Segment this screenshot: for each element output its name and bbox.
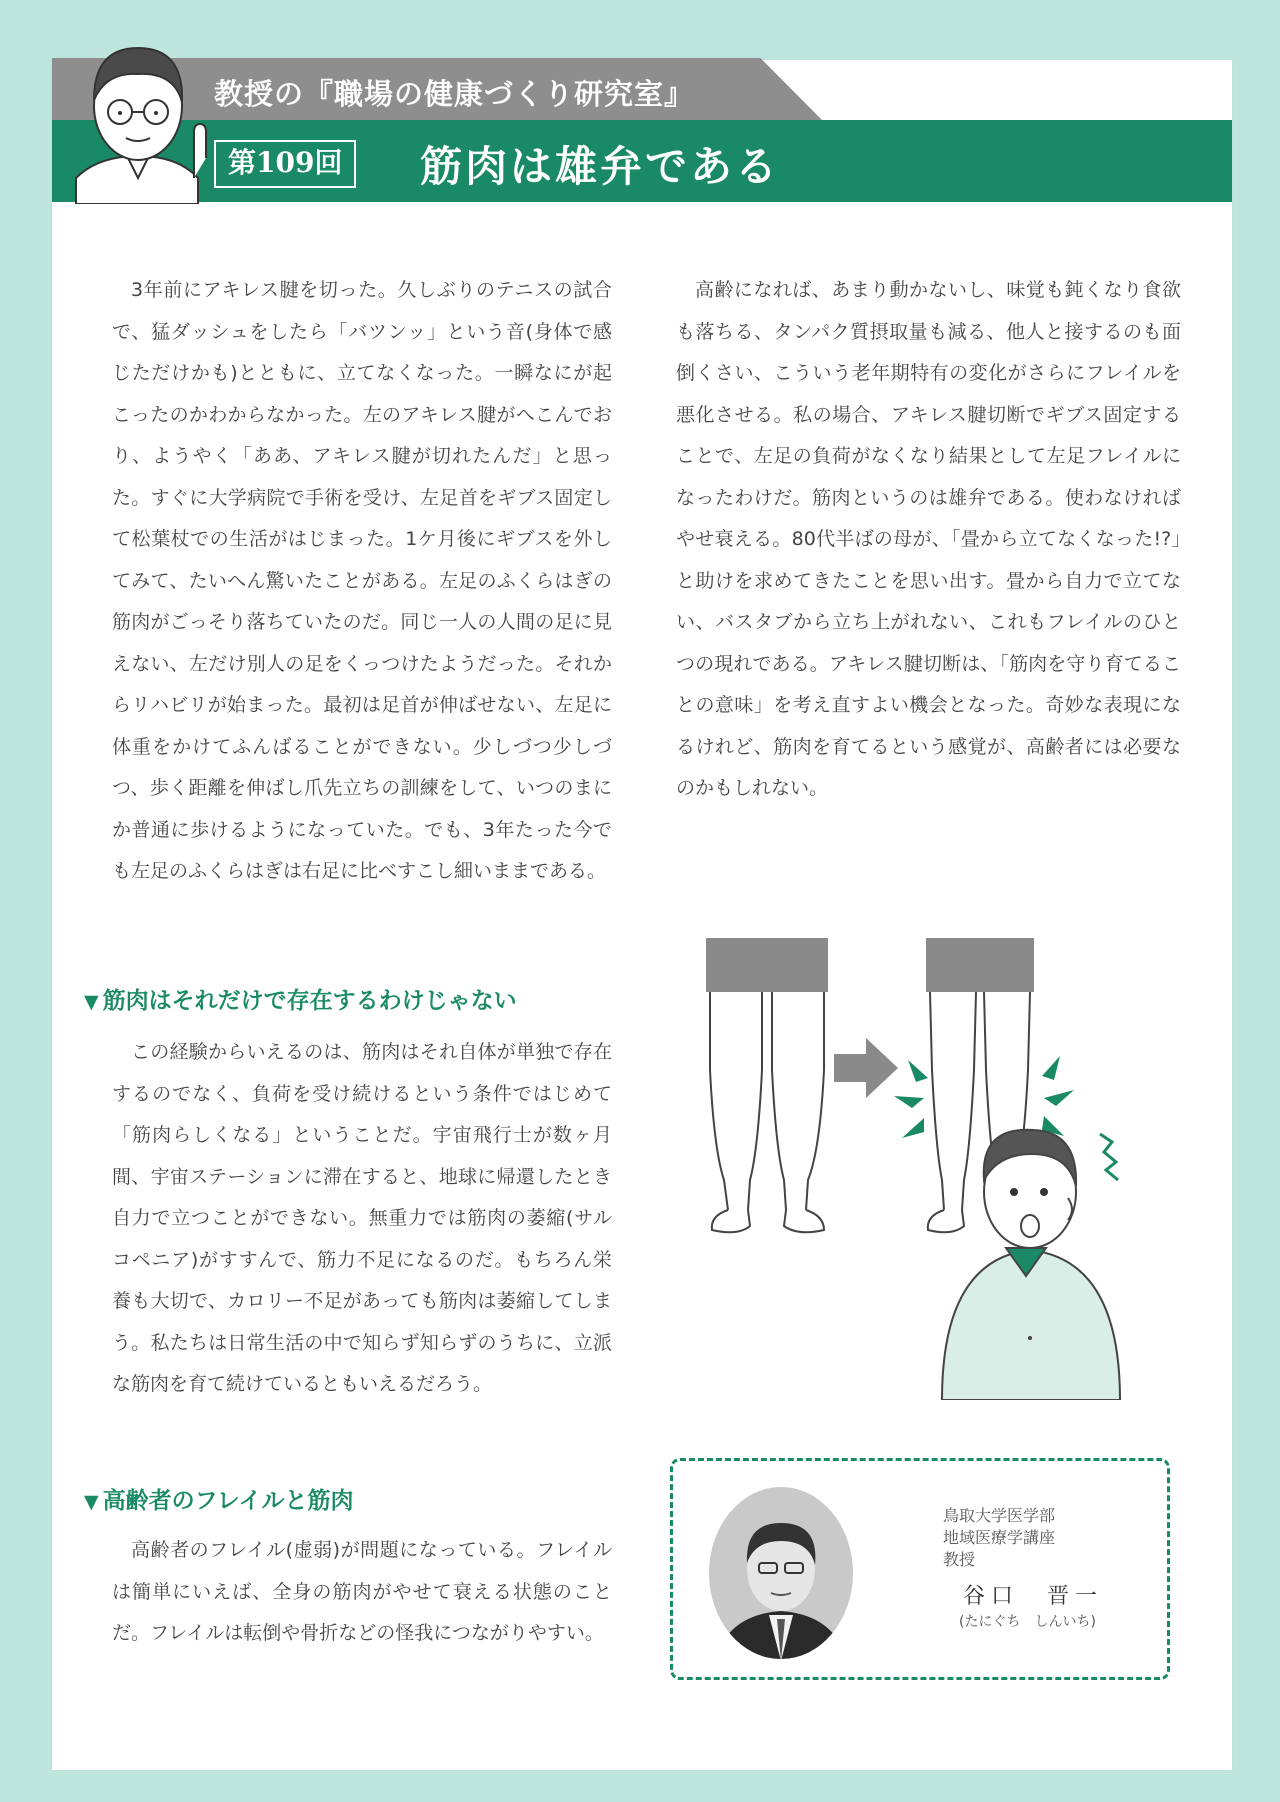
author-box	[670, 1458, 1170, 1680]
section1-body	[112, 1032, 612, 1406]
surprised-man-illustration	[942, 1130, 1120, 1400]
legs-illustration	[680, 930, 1220, 1400]
section1-paragraph: この経験からいえるのは、筋肉はそれ自体が単独で存在するのでなく、負荷を受け続けるという条件ではじめて「筋肉らしくなる」ということだ。宇宙飛行士が数ヶ月間、宇宙ステーションに滞在すると、地球に帰還したとき自力で立つことができない。無重力では筋肉の萎縮(サルコペニア)がすすんで、筋力不足になるのだ。もちろん栄養も大切で、カロリー不足があっても筋肉は萎縮してしまう。私たちは日常生活の中で知らず知らずのうちに、立派な筋肉を育て続けているともいえるだろう。	[112, 1041, 612, 1395]
professor-illustration	[58, 28, 218, 204]
author-name: 谷口 晋一	[963, 1584, 1104, 1609]
series-title: 教授の『職場の健康づくり研究室』	[214, 77, 695, 111]
section2-paragraph: 高齢者のフレイル(虚弱)が問題になっている。フレイルは簡単にいえば、全身の筋肉がやせて衰える状態のことだ。フレイルは転倒や骨折などの怪我につながりやすい。	[112, 1539, 612, 1644]
intro-paragraph: 3年前にアキレス腱を切った。久しぶりのテニスの試合で、猛ダッシュをしたら「バツンッ」という音(身体で感じただけかも)とともに、立てなくなった。一瞬なにが起こったのかわからなかった。左のアキレス腱がへこんでおり、ようやく「ああ、アキレス腱が切れたんだ」と思った。すぐに大学病院で手術を受け、左足首をギブス固定して松葉杖での生活がはじまった。1ケ月後にギブスを外してみて、たいへん驚いたことがある。左足のふくらはぎの筋肉がごっそり落ちていたのだ。同じ一人の人間の足に見えない、左だけ別人の足をくっつけたようだった。それからリハビリが始まった。最初は足首が伸ばせない、左足に体重をかけてふんばることができない。少しづつ少しづつ、歩く距離を伸ばし爪先立ちの訓練をして、いつのまにか普通に歩けるようになっていた。でも、3年たった今でも左足のふくらはぎは右足に比べすこし細いままである。	[112, 279, 612, 882]
affiliation-department: 地域医療学講座	[943, 1528, 1056, 1547]
author-affiliation	[943, 1505, 1055, 1571]
author-name-kana: (たにぐち しんいち)	[959, 1614, 1096, 1630]
affiliation-university: 鳥取大学医学部	[943, 1506, 1056, 1525]
triangle-bullet-icon: ▼	[84, 991, 99, 1013]
section2-body	[112, 1530, 612, 1655]
triangle-bullet-icon: ▼	[84, 1491, 99, 1513]
author-photo	[707, 1485, 855, 1661]
author-position: 教授	[943, 1550, 976, 1569]
right-paragraph: 高齢になれば、あまり動かないし、味覚も鈍くなり食欲も落ちる、タンパク質摂取量も減る、他人と接するのも面倒くさい、こういう老年期特有の変化がさらにフレイルを悪化させる。私の場合、アキレス腱切断でギブス固定することで、左足の負荷がなくなり結果として左足フレイルになったわけだ。筋肉というのは雄弁である。使わなければやせ衰える。80代半ばの母が、「畳から立てなくなった!?」と助けを求めてきたことを思い出す。畳から自力で立てない、バスタブから立ち上がれない、これもフレイルのひとつの現れである。アキレス腱切断は、「筋肉を守り育てることの意味」を考え直すよい機会となった。奇妙な表現になるけれど、筋肉を育てるという感覚が、高齢者には必要なのかもしれない。	[676, 279, 1181, 799]
section1-heading-text: 筋肉はそれだけで存在するわけじゃない	[102, 988, 517, 1014]
left-column	[112, 270, 612, 893]
article-title: 筋肉は雄弁である	[420, 142, 781, 191]
arrow-right-icon	[834, 1038, 898, 1098]
right-column	[676, 270, 1181, 810]
section2-heading	[84, 1482, 354, 1515]
issue-number: 第109回	[214, 140, 356, 188]
section1-heading	[84, 982, 517, 1015]
section2-heading-text: 高齢者のフレイルと筋肉	[102, 1488, 354, 1514]
